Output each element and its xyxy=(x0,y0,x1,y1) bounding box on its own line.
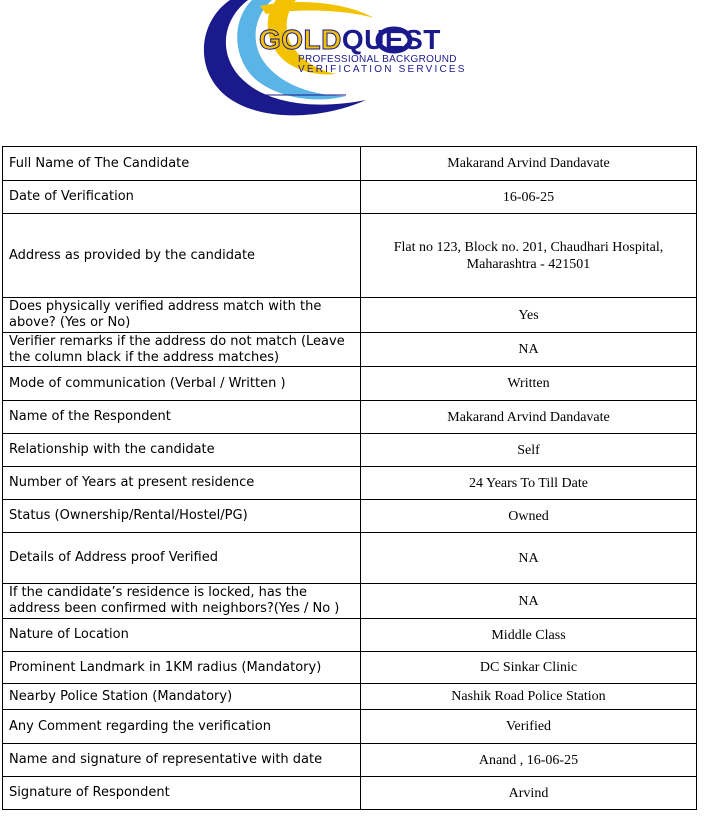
logo-brand-gold: GOLD xyxy=(259,24,342,55)
row-label: Nature of Location xyxy=(3,619,361,652)
logo-brand-text xyxy=(259,26,441,54)
verification-table xyxy=(2,146,697,810)
row-label: Any Comment regarding the verification xyxy=(3,710,361,744)
goldquest-logo xyxy=(196,0,506,118)
row-label: Date of Verification xyxy=(3,181,361,214)
table-row xyxy=(3,533,697,584)
row-label: If the candidate’s residence is locked, has the address been confirmed with neighbors?(Yes / No ) xyxy=(3,584,361,619)
row-value: Flat no 123, Block no. 201, Chaudhari Hospital, Maharashtra - 421501 xyxy=(361,214,697,298)
row-value: Arvind xyxy=(361,777,697,810)
row-value: Nashik Road Police Station xyxy=(361,684,697,710)
table-row xyxy=(3,684,697,710)
row-value: Owned xyxy=(361,500,697,533)
row-label: Address as provided by the candidate xyxy=(3,214,361,298)
table-row xyxy=(3,744,697,777)
row-label: Name and signature of representative with date xyxy=(3,744,361,777)
table-row xyxy=(3,434,697,467)
row-label: Name of the Respondent xyxy=(3,401,361,434)
table-row xyxy=(3,298,697,333)
row-label: Relationship with the candidate xyxy=(3,434,361,467)
row-label: Prominent Landmark in 1KM radius (Mandatory) xyxy=(3,652,361,684)
row-value: 16-06-25 xyxy=(361,181,697,214)
table-row xyxy=(3,367,697,401)
table-row xyxy=(3,333,697,367)
row-label: Status (Ownership/Rental/Hostel/PG) xyxy=(3,500,361,533)
row-value: Written xyxy=(361,367,697,401)
table-row xyxy=(3,467,697,500)
row-value: Makarand Arvind Dandavate xyxy=(361,401,697,434)
row-value: Anand , 16-06-25 xyxy=(361,744,697,777)
row-value: NA xyxy=(361,584,697,619)
row-value: 24 Years To Till Date xyxy=(361,467,697,500)
row-label: Details of Address proof Verified xyxy=(3,533,361,584)
table-row xyxy=(3,181,697,214)
table-row xyxy=(3,401,697,434)
row-value: Yes xyxy=(361,298,697,333)
row-value: Middle Class xyxy=(361,619,697,652)
row-value: DC Sinkar Clinic xyxy=(361,652,697,684)
table-row xyxy=(3,710,697,744)
row-value: Verified xyxy=(361,710,697,744)
table-row xyxy=(3,619,697,652)
row-value: Self xyxy=(361,434,697,467)
row-value: NA xyxy=(361,333,697,367)
logo-tagline-line1: PROFESSIONAL BACKGROUND xyxy=(298,54,457,65)
table-row xyxy=(3,584,697,619)
table-row xyxy=(3,777,697,810)
row-label: Signature of Respondent xyxy=(3,777,361,810)
row-label: Mode of communication (Verbal / Written ) xyxy=(3,367,361,401)
table-row xyxy=(3,214,697,298)
table-row xyxy=(3,500,697,533)
row-label: Nearby Police Station (Mandatory) xyxy=(3,684,361,710)
table-row xyxy=(3,147,697,181)
row-label: Does physically verified address match with the above? (Yes or No) xyxy=(3,298,361,333)
row-label: Number of Years at present residence xyxy=(3,467,361,500)
logo-tagline-line2: VERIFICATION SERVICES xyxy=(298,64,467,75)
row-value: Makarand Arvind Dandavate xyxy=(361,147,697,181)
row-label: Verifier remarks if the address do not match (Leave the column black if the address matches) xyxy=(3,333,361,367)
logo-brand-quest: QUEST xyxy=(341,24,441,55)
row-value: NA xyxy=(361,533,697,584)
row-label: Full Name of The Candidate xyxy=(3,147,361,181)
table-row xyxy=(3,652,697,684)
